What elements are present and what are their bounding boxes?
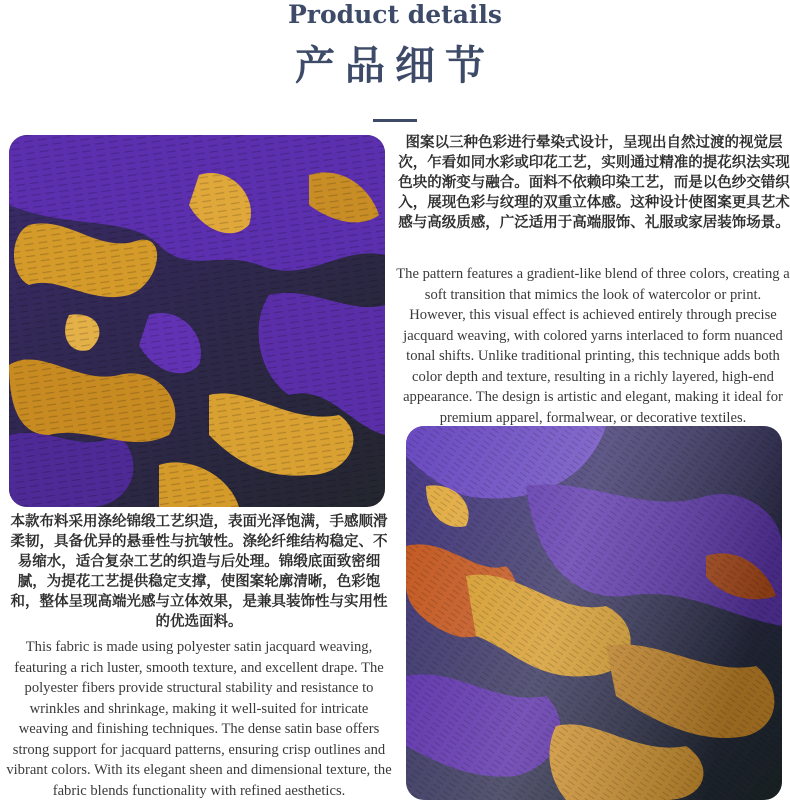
title-english: Product details [288, 0, 502, 29]
title-divider [373, 119, 417, 122]
description-chinese-left: 本款布料采用涤纶锦缎工艺织造，表面光泽饱满，手感顺滑柔韧，具备优异的悬垂性与抗皱性。涤纶纤维结构稳定、不易缩水，适合复杂工艺的织造与后处理。锦缎底面致密细腻，为提花工艺提供稳定支撑，使图案轮廓清晰，色彩饱和，整体呈现高端光感与立体效果，是兼具装饰性与实用性的优选面料。 [10, 513, 388, 630]
fabric-draped-photo [406, 426, 782, 800]
title-chinese: 产品细节 [295, 42, 495, 89]
description-english-left: This fabric is made using polyester satin jacquard weaving, featuring a rich luster, smooth texture, and excellent drape. The polyester fibers provide structural stability and resistance to wrinkles and shrinkage, making it well-suited for intricate weaving and finishing techniques. The dense satin base offers strong support for jacquard patterns, ensuring crisp outlines and vibrant colors. With its elegant sheen and dimensional texture, the fabric blends functionality with refined aesthetics. [6, 639, 392, 799]
fabric-flat-photo [9, 135, 385, 507]
description-chinese-right: 图案以三种色彩进行晕染式设计，呈现出自然过渡的视觉层次，乍看如同水彩或印花工艺，实则通过精准的提花织法实现色块的渐变与融合。面料不依赖印染工艺，而是以色纱交错织入，展现色彩与纹理的双重立体感。这种设计使图案更具艺术感与高级质感，广泛适用于高端服饰、礼服或家居装饰场景。 [398, 134, 790, 231]
description-english-right: The pattern features a gradient-like blend of three colors, creating a soft transition that mimics the look of watercolor or print. However, this visual effect is achieved entirely through precise jacquard weaving, with colored yarns interlaced to form nuanced tonal shifts. Unlike traditional printing, this technique adds both color depth and texture, resulting in a richly layered, high-end appearance. The design is artistic and elegant, making it ideal for premium apparel, formalwear, or decorative textiles. [396, 266, 790, 426]
